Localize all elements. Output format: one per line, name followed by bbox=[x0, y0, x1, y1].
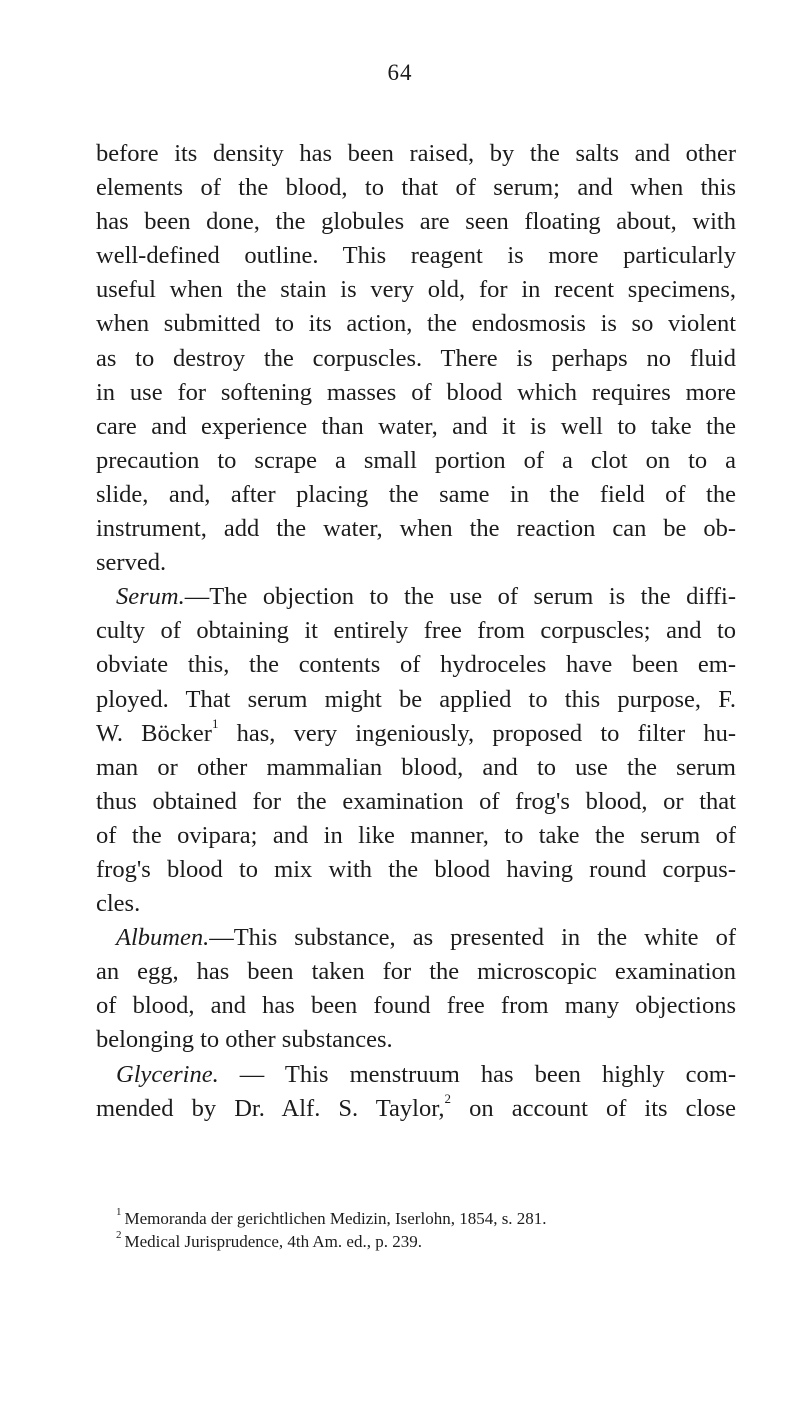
text-line: when submitted to its action, the endosmosis is so violent bbox=[96, 310, 736, 338]
section-heading-glycerine: Glycerine. bbox=[116, 1060, 219, 1088]
text-line-with-footnote-1 bbox=[96, 717, 736, 751]
text-line: as to destroy the corpuscles. There is perhaps no fluid bbox=[96, 344, 736, 372]
footnote-mark-2: 2 bbox=[116, 1229, 122, 1242]
text-line: has been done, the globules are seen floating about, with bbox=[96, 208, 736, 236]
text-line: culty of obtaining it entirely free from corpuscles; and to bbox=[96, 617, 736, 645]
footnote-ref-2: 2 bbox=[444, 1091, 452, 1107]
text-run: —This substance, as presented in the white of bbox=[209, 924, 736, 952]
text-line: obviate this, the contents of hydroceles have been em- bbox=[96, 651, 736, 679]
text-line: of the ovipara; and in like manner, to take the serum of bbox=[96, 821, 736, 849]
text-line: in use for softening masses of blood which requires more bbox=[96, 378, 736, 406]
text-run: W. Böcker bbox=[96, 719, 212, 747]
text-line: man or other mammalian blood, and to use the serum bbox=[96, 753, 736, 781]
text-run: —The objection to the use of serum is the diffi- bbox=[184, 583, 736, 611]
text-line-with-footnote-2 bbox=[96, 1092, 736, 1126]
body-text bbox=[96, 137, 736, 1126]
footnote-1 bbox=[116, 1207, 756, 1230]
text-line: cles. bbox=[96, 890, 141, 918]
footnote-2 bbox=[116, 1230, 756, 1253]
text-line: frog's blood to mix with the blood having round corpus- bbox=[96, 855, 736, 883]
text-line: served. bbox=[96, 549, 167, 577]
text-line: slide, and, after placing the same in the field of the bbox=[96, 480, 736, 508]
text-run: has, very ingeniously, proposed to filter hu- bbox=[218, 719, 736, 747]
footnotes bbox=[116, 1207, 756, 1253]
text-line: of blood, and has been found free from many objections bbox=[96, 992, 736, 1020]
text-line: ployed. That serum might be applied to this purpose, F. bbox=[96, 685, 736, 713]
section-heading-serum: Serum. bbox=[116, 583, 185, 611]
footnote-ref-1: 1 bbox=[211, 716, 219, 732]
text-line: belonging to other substances. bbox=[96, 1026, 393, 1054]
text-line: useful when the stain is very old, for in recent specimens, bbox=[96, 276, 736, 304]
text-run: on account of its close bbox=[451, 1094, 736, 1122]
text-line: precaution to scrape a small portion of a clot on to a bbox=[96, 446, 736, 474]
footnote-text: Medical Jurisprudence, 4th Am. ed., p. 239. bbox=[124, 1232, 422, 1251]
text-line-heading-albumen bbox=[96, 921, 736, 955]
section-heading-albumen: Albumen. bbox=[116, 924, 210, 952]
text-line: an egg, has been taken for the microscopic examination bbox=[96, 958, 736, 986]
text-line: elements of the blood, to that of serum; and when this bbox=[96, 174, 736, 202]
text-line-heading-serum bbox=[96, 580, 736, 614]
text-line: well-defined outline. This reagent is more particularly bbox=[96, 242, 736, 270]
text-line-heading-glycerine bbox=[96, 1058, 736, 1092]
text-run: mended by Dr. Alf. S. Taylor, bbox=[96, 1094, 445, 1122]
footnote-text: Memoranda der gerichtlichen Medizin, Iserlohn, 1854, s. 281. bbox=[124, 1209, 547, 1228]
page-number: 64 bbox=[387, 60, 413, 85]
text-line: thus obtained for the examination of frog's blood, or that bbox=[96, 787, 736, 815]
footnote-mark-1: 1 bbox=[116, 1206, 122, 1219]
text-run: — This menstruum has been highly com- bbox=[218, 1060, 736, 1088]
text-line: before its density has been raised, by the salts and other bbox=[96, 140, 736, 167]
text-line: care and experience than water, and it is well to take the bbox=[96, 412, 736, 440]
text-line: instrument, add the water, when the reaction can be ob- bbox=[96, 515, 736, 543]
